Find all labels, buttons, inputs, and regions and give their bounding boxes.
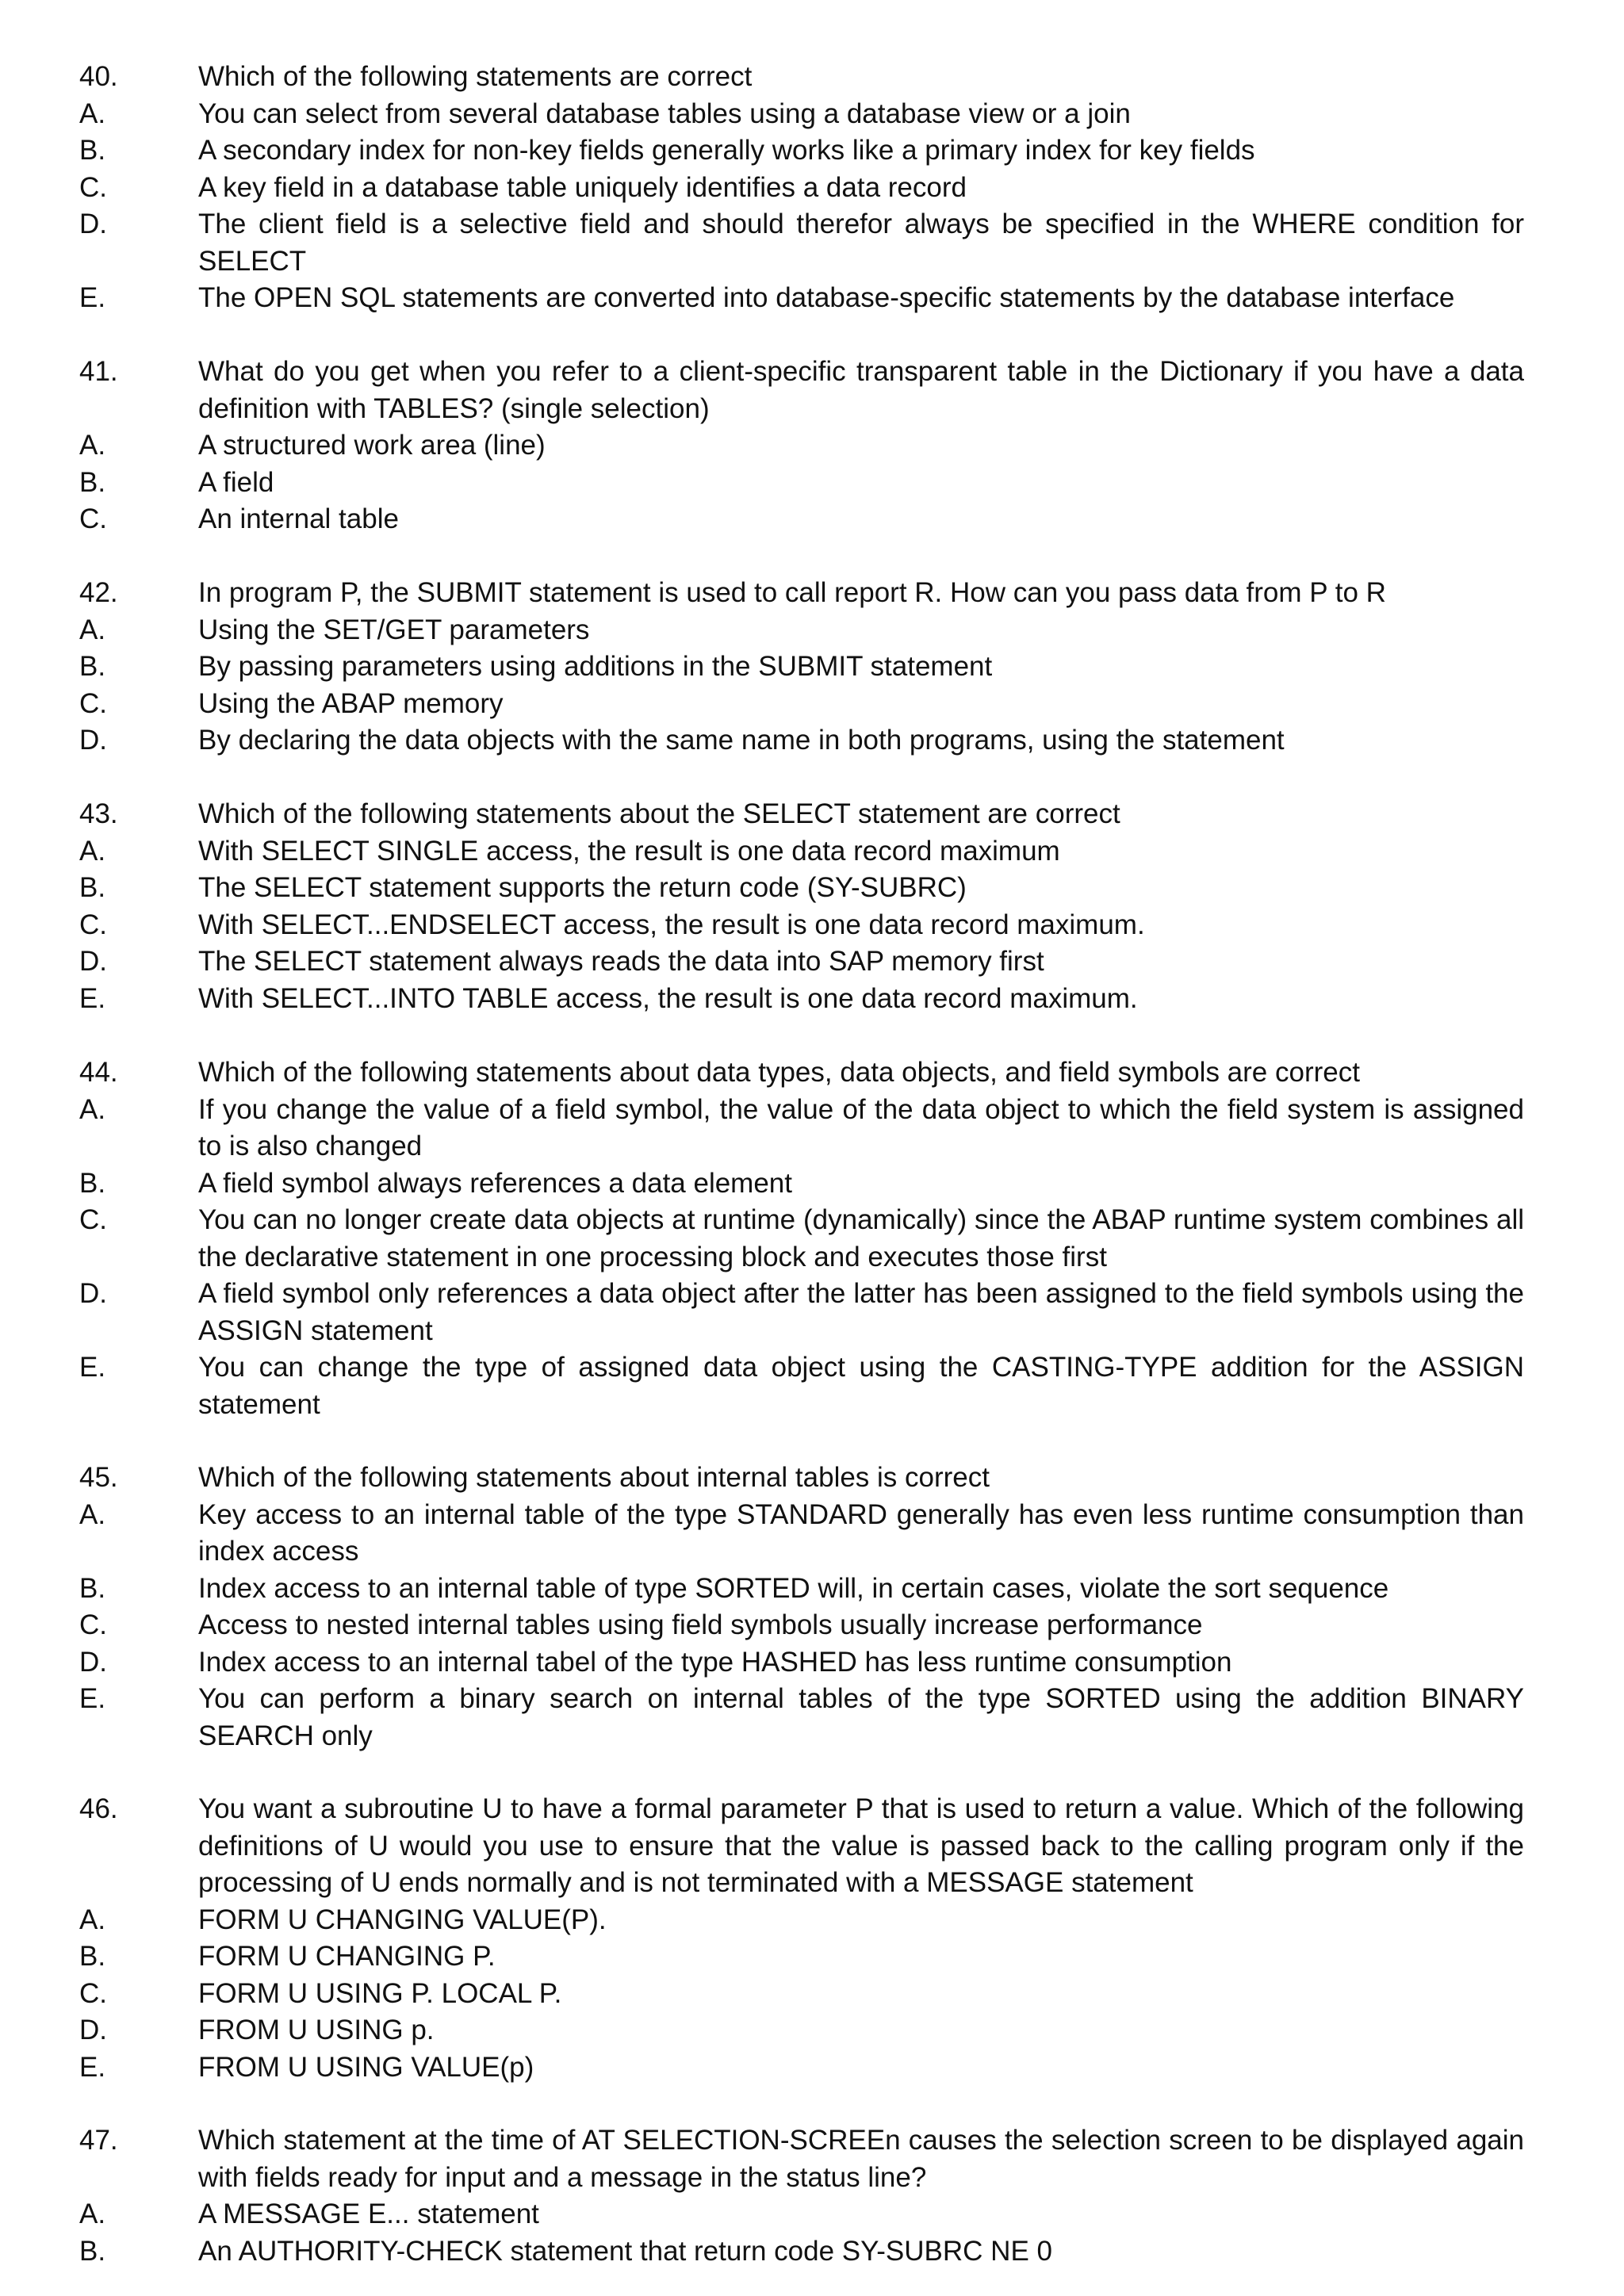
option-text: If you change the value of a field symbol, the value of the data object to which the field system is assigned to is also changed (198, 1093, 1524, 1161)
option-label: D. (79, 1278, 107, 1309)
option-text: Index access to an internal tabel of the type HASHED has less runtime consumption (198, 1646, 1232, 1678)
question-44 (0, 1054, 1624, 1423)
option-label: A. (79, 1904, 106, 1935)
option-row (0, 1349, 1624, 1423)
option-text: With SELECT SINGLE access, the result is one data record maximum (198, 835, 1060, 867)
option-row (0, 833, 1624, 871)
option-row (0, 1902, 1624, 1939)
option-row (0, 1976, 1624, 2013)
question-stem (0, 59, 1624, 96)
option-text: A field (198, 466, 274, 498)
question-45 (0, 1460, 1624, 1755)
option-text: The OPEN SQL statements are converted into database-specific statements by the database interface (198, 282, 1455, 313)
option-row (0, 280, 1624, 317)
option-label: B. (79, 466, 106, 498)
option-row (0, 170, 1624, 207)
question-number: 46. (79, 1793, 118, 1824)
option-text: With SELECT...ENDSELECT access, the result is one data record maximum. (198, 909, 1145, 940)
question-number: 44. (79, 1057, 118, 1088)
question-number: 42. (79, 577, 118, 608)
option-row (0, 907, 1624, 944)
option-label: B. (79, 135, 106, 166)
option-row (0, 465, 1624, 502)
option-row (0, 1607, 1624, 1644)
question-number: 45. (79, 1462, 118, 1493)
option-label: D. (79, 1646, 107, 1678)
option-text: A secondary index for non-key fields generally works like a primary index for key fields (198, 135, 1255, 166)
option-row (0, 612, 1624, 649)
option-row (0, 206, 1624, 280)
question-43 (0, 796, 1624, 1017)
option-row (0, 96, 1624, 133)
option-row (0, 1497, 1624, 1571)
option-label: B. (79, 1572, 106, 1604)
option-label: A. (79, 98, 106, 129)
option-row (0, 1276, 1624, 1349)
option-row (0, 427, 1624, 465)
option-label: C. (79, 909, 107, 940)
option-text: Using the ABAP memory (198, 687, 504, 719)
option-row (0, 649, 1624, 686)
question-text: Which of the following statements about data types, data objects, and field symbols are correct (198, 1057, 1360, 1088)
option-row (0, 1202, 1624, 1276)
option-text: Key access to an internal table of the type STANDARD generally has even less runtime consumption than index access (198, 1498, 1524, 1567)
option-label: A. (79, 2198, 106, 2229)
question-stem (0, 1460, 1624, 1497)
option-label: A. (79, 430, 106, 461)
option-text: Using the SET/GET parameters (198, 614, 590, 645)
option-label: C. (79, 1609, 107, 1640)
option-text: FROM U USING p. (198, 2015, 435, 2045)
option-label: C. (79, 1204, 107, 1235)
option-text: You can select from several database tables using a database view or a join (198, 98, 1131, 129)
option-label: E. (79, 1352, 106, 1383)
option-row (0, 2012, 1624, 2049)
option-label: E. (79, 1683, 106, 1714)
question-stem (0, 575, 1624, 612)
option-text: You can no longer create data objects at runtime (dynamically) since the ABAP runtime system combines all the declarative statement in one processing block and executes those first (198, 1204, 1524, 1272)
option-label: B. (79, 2235, 106, 2267)
question-stem (0, 1054, 1624, 1092)
option-label: D. (79, 946, 107, 977)
option-label: C. (79, 503, 107, 534)
question-text: Which of the following statements are correct (198, 61, 753, 92)
option-text: The client field is a selective field and should therefor always be specified in the WHERE condition for SELECT (198, 209, 1524, 277)
question-number: 47. (79, 2125, 118, 2156)
option-row (0, 1681, 1624, 1755)
option-text: The SELECT statement always reads the data into SAP memory first (198, 946, 1044, 977)
question-stem (0, 1791, 1624, 1902)
option-text: The SELECT statement supports the return code (SY-SUBRC) (198, 872, 967, 903)
option-row (0, 686, 1624, 723)
option-label: D. (79, 725, 107, 756)
option-text: FORM U CHANGING P. (198, 1941, 496, 1972)
option-row (0, 722, 1624, 760)
option-text: FORM U CHANGING VALUE(P). (198, 1904, 607, 1935)
question-40 (0, 59, 1624, 317)
option-text: FROM U USING VALUE(p) (198, 2051, 534, 2083)
option-text: A field symbol always references a data element (198, 1167, 792, 1199)
question-text: Which statement at the time of AT SELECTION-SCREEn causes the selection screen to be displayed again with fields ready for input and a message in the status line? (198, 2125, 1524, 2193)
option-text: A MESSAGE E... statement (198, 2198, 539, 2229)
question-47 (0, 2122, 1624, 2270)
option-row (0, 2233, 1624, 2271)
option-label: C. (79, 687, 107, 719)
option-row (0, 1644, 1624, 1682)
option-label: E. (79, 282, 106, 313)
question-46 (0, 1791, 1624, 2086)
question-42 (0, 575, 1624, 760)
option-label: E. (79, 982, 106, 1014)
question-text: In program P, the SUBMIT statement is used to call report R. How can you pass data from P to R (198, 577, 1386, 608)
option-text: A structured work area (line) (198, 430, 546, 461)
option-text: By declaring the data objects with the same name in both programs, using the statement (198, 725, 1285, 756)
option-text: Index access to an internal table of type SORTED will, in certain cases, violate the sort sequence (198, 1572, 1389, 1604)
option-row (0, 132, 1624, 170)
option-label: B. (79, 651, 106, 682)
option-label: C. (79, 1977, 107, 2009)
question-text: What do you get when you refer to a client-specific transparent table in the Dictionary if you have a data definition with TABLES? (single selection) (198, 356, 1524, 424)
question-stem (0, 354, 1624, 427)
option-row (0, 2196, 1624, 2233)
option-row (0, 943, 1624, 981)
option-row (0, 1092, 1624, 1165)
question-text: Which of the following statements about the SELECT statement are correct (198, 798, 1120, 829)
option-label: A. (79, 1498, 106, 1530)
option-text: With SELECT...INTO TABLE access, the result is one data record maximum. (198, 982, 1138, 1014)
option-label: D. (79, 2015, 107, 2045)
option-row (0, 870, 1624, 907)
option-label: B. (79, 872, 106, 903)
option-row (0, 501, 1624, 538)
option-text: A field symbol only references a data object after the latter has been assigned to the field symbols using the ASSIGN statement (198, 1278, 1524, 1346)
option-text: You can change the type of assigned data object using the CASTING-TYPE addition for the ASSIGN statement (198, 1352, 1524, 1420)
option-text: An internal table (198, 503, 399, 534)
option-text: A key field in a database table uniquely identifies a data record (198, 171, 967, 203)
option-label: C. (79, 171, 107, 203)
option-text: An AUTHORITY-CHECK statement that return code SY-SUBRC NE 0 (198, 2235, 1052, 2267)
option-text: Access to nested internal tables using field symbols usually increase performance (198, 1609, 1203, 1640)
option-row (0, 1571, 1624, 1608)
question-number: 41. (79, 356, 118, 387)
option-label: D. (79, 209, 107, 239)
option-label: A. (79, 1093, 106, 1125)
option-label: A. (79, 835, 106, 867)
question-text: You want a subroutine U to have a formal parameter P that is used to return a value. Which of the following definitions of U would you use to ensure that the value is passed back to the calling program only if the processing of U ends normally and is not terminated with a MESSAGE statement (198, 1793, 1524, 1898)
question-text: Which of the following statements about internal tables is correct (198, 1462, 990, 1493)
option-text: FORM U USING P. LOCAL P. (198, 1977, 562, 2009)
option-label: A. (79, 614, 106, 645)
question-stem (0, 796, 1624, 833)
option-text: You can perform a binary search on internal tables of the type SORTED using the addition BINARY SEARCH only (198, 1683, 1524, 1751)
option-label: B. (79, 1941, 106, 1972)
question-number: 40. (79, 61, 118, 92)
option-row (0, 2049, 1624, 2087)
option-row (0, 981, 1624, 1018)
question-number: 43. (79, 798, 118, 829)
question-stem (0, 2122, 1624, 2196)
option-row (0, 1938, 1624, 1976)
option-label: B. (79, 1167, 106, 1199)
question-41 (0, 354, 1624, 538)
option-row (0, 1165, 1624, 1203)
option-text: By passing parameters using additions in the SUBMIT statement (198, 651, 993, 682)
option-label: E. (79, 2051, 106, 2083)
